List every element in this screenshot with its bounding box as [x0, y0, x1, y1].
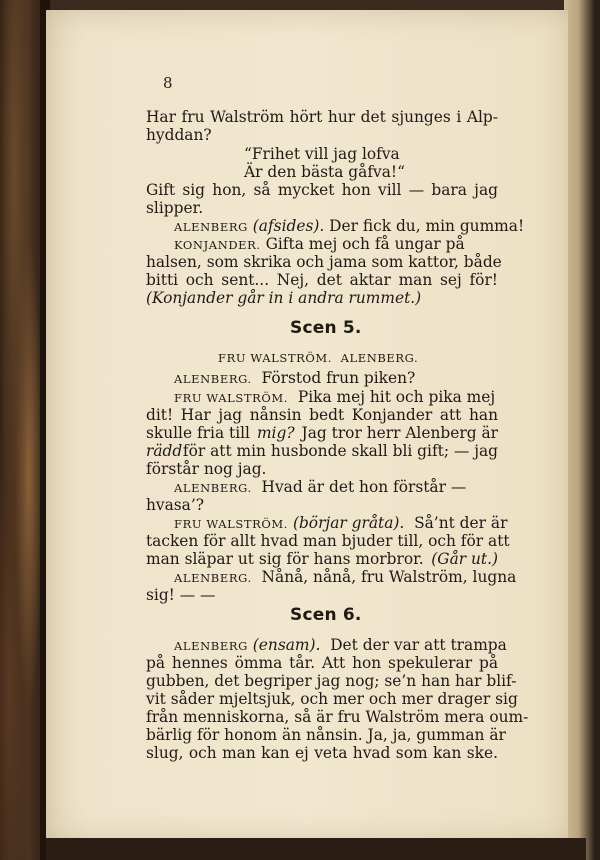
- text-line: halsen, som skrika och jama som kattor, både: [146, 253, 502, 271]
- facing-page-edge: [564, 0, 600, 860]
- speech-text: Der fick du, min gumma!: [329, 217, 525, 235]
- speech-line: [174, 235, 465, 255]
- text-line: slug, och man kan ej veta hvad som kan ske.: [146, 744, 498, 762]
- text-line: Gift sig hon, så mycket hon vill — bara jag: [146, 181, 498, 199]
- scene-heading: Scen 6.: [290, 605, 362, 625]
- text-line: dit! Har jag nånsin bedt Konjander att han: [146, 406, 498, 424]
- verse-line: Är den bästa gåfva!“: [244, 163, 405, 181]
- page-number: 8: [163, 74, 173, 92]
- text-line: rädd för att min husbonde skall bli gift; — jag: [146, 442, 498, 460]
- speech-line: ALENBERG (ensam). Det der var att trampa: [174, 636, 507, 654]
- speech-line: FRU WALSTRÖM. (börjar gråta). Så’nt der är: [174, 514, 508, 532]
- speech-line: [174, 217, 524, 237]
- speech-line: ALENBERG. Nånå, nånå, fru Walström, lugna: [174, 568, 517, 586]
- book-bottom-edge: [46, 838, 586, 860]
- text-line: sig! — —: [146, 586, 216, 604]
- verse-line: “Frihet vill jag lofva: [244, 145, 400, 163]
- text-line: tacken för allt hvad man bjuder till, och för att: [146, 532, 510, 550]
- speaker-name: ALENBERG.: [174, 481, 252, 495]
- text-line: vit såder mjeltsjuk, och mer och mer drager sig: [146, 690, 518, 708]
- stage-direction: (afsides).: [252, 217, 325, 235]
- text-line: hyddan?: [146, 126, 212, 144]
- text-line: hvasa’?: [146, 496, 205, 514]
- speaker-name: ALENBERG: [174, 220, 248, 234]
- speech-line: ALENBERG. Förstod frun piken?: [174, 369, 416, 387]
- text-line: bärlig för honom än nånsin. Ja, ja, gumman är: [146, 726, 506, 744]
- speaker-name: FRU WALSTRÖM.: [174, 391, 289, 405]
- speaker-name: FRU WALSTRÖM.: [174, 517, 289, 531]
- text-line: skulle fria till mig? Jag tror herr Alenberg är: [146, 424, 498, 442]
- speaker-name: ALENBERG.: [174, 372, 252, 386]
- text-line: förstår nog jag.: [146, 460, 267, 478]
- text-line: slipper.: [146, 199, 204, 217]
- speaker-name: KONJANDER.: [174, 238, 261, 252]
- speaker-name: ALENBERG.: [174, 571, 252, 585]
- stage-direction: (Konjander går in i andra rummet.): [146, 289, 422, 307]
- text-line: Har fru Walström hört hur det sjunges i Alp-: [146, 108, 498, 126]
- speech-text: Gifta mej och få ungar på: [265, 235, 465, 253]
- text-line: bitti och sent... Nej, det aktar man sej för!: [146, 271, 498, 289]
- text-line: man släpar ut sig för hans morbror. (Går ut.): [146, 550, 498, 568]
- speech-line: ALENBERG. Hvad är det hon förstår —: [174, 478, 467, 496]
- scene-heading: Scen 5.: [290, 318, 362, 338]
- text-line: på hennes ömma tår. Att hon spekulerar på: [146, 654, 498, 672]
- speech-line: FRU WALSTRÖM. Pika mej hit och pika mej: [174, 388, 496, 406]
- cast-list: FRU WALSTRÖM. ALENBERG.: [218, 351, 419, 365]
- speaker-name: ALENBERG: [174, 639, 248, 653]
- text-line: från menniskorna, så är fru Walström mera oum-: [146, 708, 529, 726]
- text-line: gubben, det begriper jag nog; se’n han har blif-: [146, 672, 517, 690]
